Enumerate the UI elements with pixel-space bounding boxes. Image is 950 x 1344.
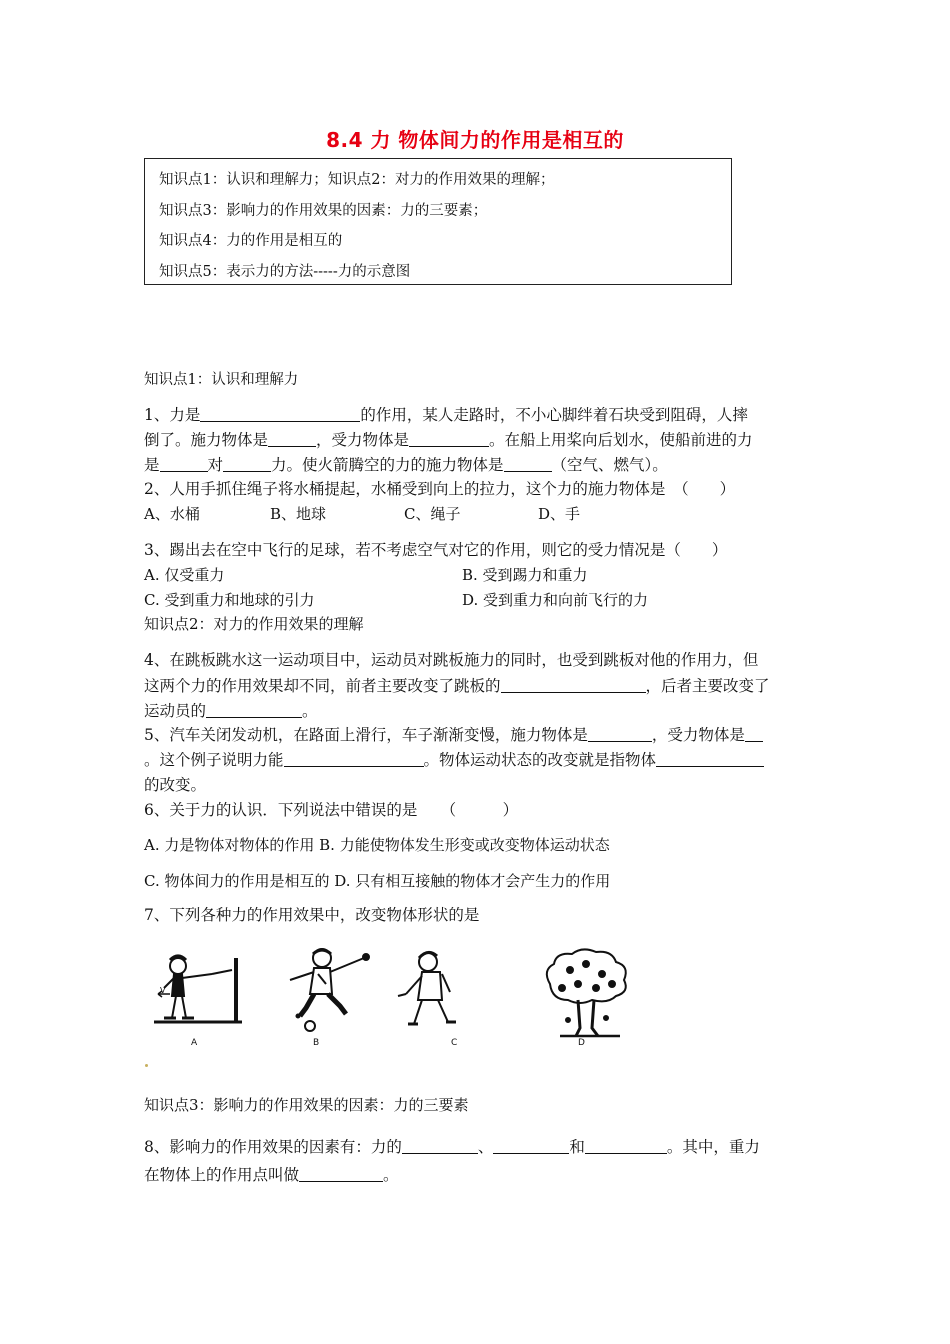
question-1-line-3: 是 对 力。使火箭腾空的力的施力物体是 （空气、燃气）。: [144, 456, 668, 474]
answer-blank[interactable]: [284, 750, 424, 767]
option-c[interactable]: C. 受到重力和地球的引力: [144, 591, 315, 609]
question-7-stem: 7、下列各种力的作用效果中，改变物体形状的是: [144, 906, 480, 924]
answer-blank[interactable]: [206, 701, 302, 718]
knowledge-points-box: [144, 158, 732, 285]
option-a[interactable]: A、水桶: [144, 505, 200, 523]
option-a[interactable]: A. 仅受重力: [144, 566, 225, 584]
stray-dot: [145, 1064, 148, 1067]
answer-blank[interactable]: [223, 455, 271, 472]
page-title: 8.4 力 物体间力的作用是相互的: [326, 128, 624, 152]
question-5-line-2: 。这个例子说明力能 。物体运动状态的改变就是指物体: [144, 749, 764, 771]
section-heading-3: 知识点3：影响力的作用效果的因素：力的三要素: [144, 1096, 469, 1114]
section-heading-1: 知识点1：认识和理解力: [144, 372, 299, 388]
answer-blank[interactable]: [200, 405, 360, 422]
figure-label-a: A: [191, 1038, 198, 1048]
answer-blank[interactable]: [585, 1137, 667, 1154]
section-heading-2: 知识点2：对力的作用效果的理解: [144, 615, 364, 633]
option-b[interactable]: B、地球: [270, 505, 327, 523]
answer-blank[interactable]: [299, 1165, 383, 1182]
question-4-line-2: 这两个力的作用效果却不同，前者主要改变了跳板的 ，后者主要改变了: [144, 677, 770, 695]
answer-blank[interactable]: [409, 430, 489, 447]
question-1-line-1: 1、力是 的作用，某人走路时，不小心脚绊着石块受到阻碍，人摔: [144, 406, 748, 424]
person-kicking-ball-icon[interactable]: [290, 949, 369, 1031]
question-3-stem: 3、踢出去在空中飞行的足球，若不考虑空气对它的作用，则它的受力情况是（ ）: [144, 541, 728, 559]
question-8-line-2: 在物体上的作用点叫做 。: [144, 1166, 399, 1184]
person-pushing-wall-icon[interactable]: [154, 956, 242, 1022]
answer-blank[interactable]: [656, 750, 764, 767]
question-6-stem: 6、关于力的认识．下列说法中错误的是 （ ）: [144, 801, 519, 819]
figure-label-d: D: [578, 1038, 585, 1048]
question-4-line-3: 运动员的 。: [144, 702, 318, 720]
option-b[interactable]: B. 受到踢力和重力: [462, 566, 588, 584]
answer-blank[interactable]: [402, 1137, 478, 1154]
question-5-line-1: 5、汽车关闭发动机，在路面上滑行，车子渐渐变慢，施力物体是 ，受力物体是: [144, 724, 763, 746]
knowledge-point-line: 知识点5：表示力的方法-----力的示意图: [159, 263, 411, 280]
option-d[interactable]: D、手: [538, 505, 581, 523]
person-throwing-icon[interactable]: [398, 952, 456, 1024]
answer-blank[interactable]: [745, 725, 763, 742]
question-5-line-3: 的改变。: [144, 776, 207, 794]
tree-with-fruit-icon[interactable]: [547, 949, 626, 1036]
answer-blank[interactable]: [504, 455, 552, 472]
knowledge-point-line: 知识点3：影响力的作用效果的因素：力的三要素；: [159, 202, 488, 219]
question-4-line-1: 4、在跳板跳水这一运动项目中，运动员对跳板施力的同时，也受到跳板对他的作用力，但: [144, 651, 759, 669]
answer-blank[interactable]: [501, 676, 646, 693]
question-1-line-2: 倒了。施力物体是 ，受力物体是 。在船上用桨向后划水，使船前进的力: [144, 431, 753, 449]
question-6-options-cd: C. 物体间力的作用是相互的 D. 只有相互接触的物体才会产生力的作用: [144, 872, 611, 890]
answer-blank[interactable]: [493, 1137, 569, 1154]
figure-label-c: C: [451, 1038, 458, 1048]
option-d[interactable]: D. 受到重力和向前飞行的力: [462, 591, 649, 609]
answer-blank[interactable]: [588, 725, 652, 742]
answer-blank[interactable]: [160, 455, 208, 472]
answer-blank[interactable]: [268, 430, 316, 447]
knowledge-point-line: 知识点1：认识和理解力；知识点2：对力的作用效果的理解；: [159, 172, 555, 188]
question-6-options-ab: A. 力是物体对物体的作用 B. 力能使物体发生形变或改变物体运动状态: [144, 836, 610, 854]
velocity-label: V: [160, 986, 166, 995]
question-7-figures: [150, 944, 670, 1054]
knowledge-point-line: 知识点4：力的作用是相互的: [159, 233, 343, 249]
figure-label-b: B: [313, 1038, 320, 1048]
option-c[interactable]: C、绳子: [404, 505, 461, 523]
question-2-stem: 2、人用手抓住绳子将水桶提起，水桶受到向上的拉力，这个力的施力物体是 （ ）: [144, 480, 736, 498]
question-8-line-1: 8、影响力的作用效果的因素有：力的 、 和 。其中，重力: [144, 1138, 760, 1156]
